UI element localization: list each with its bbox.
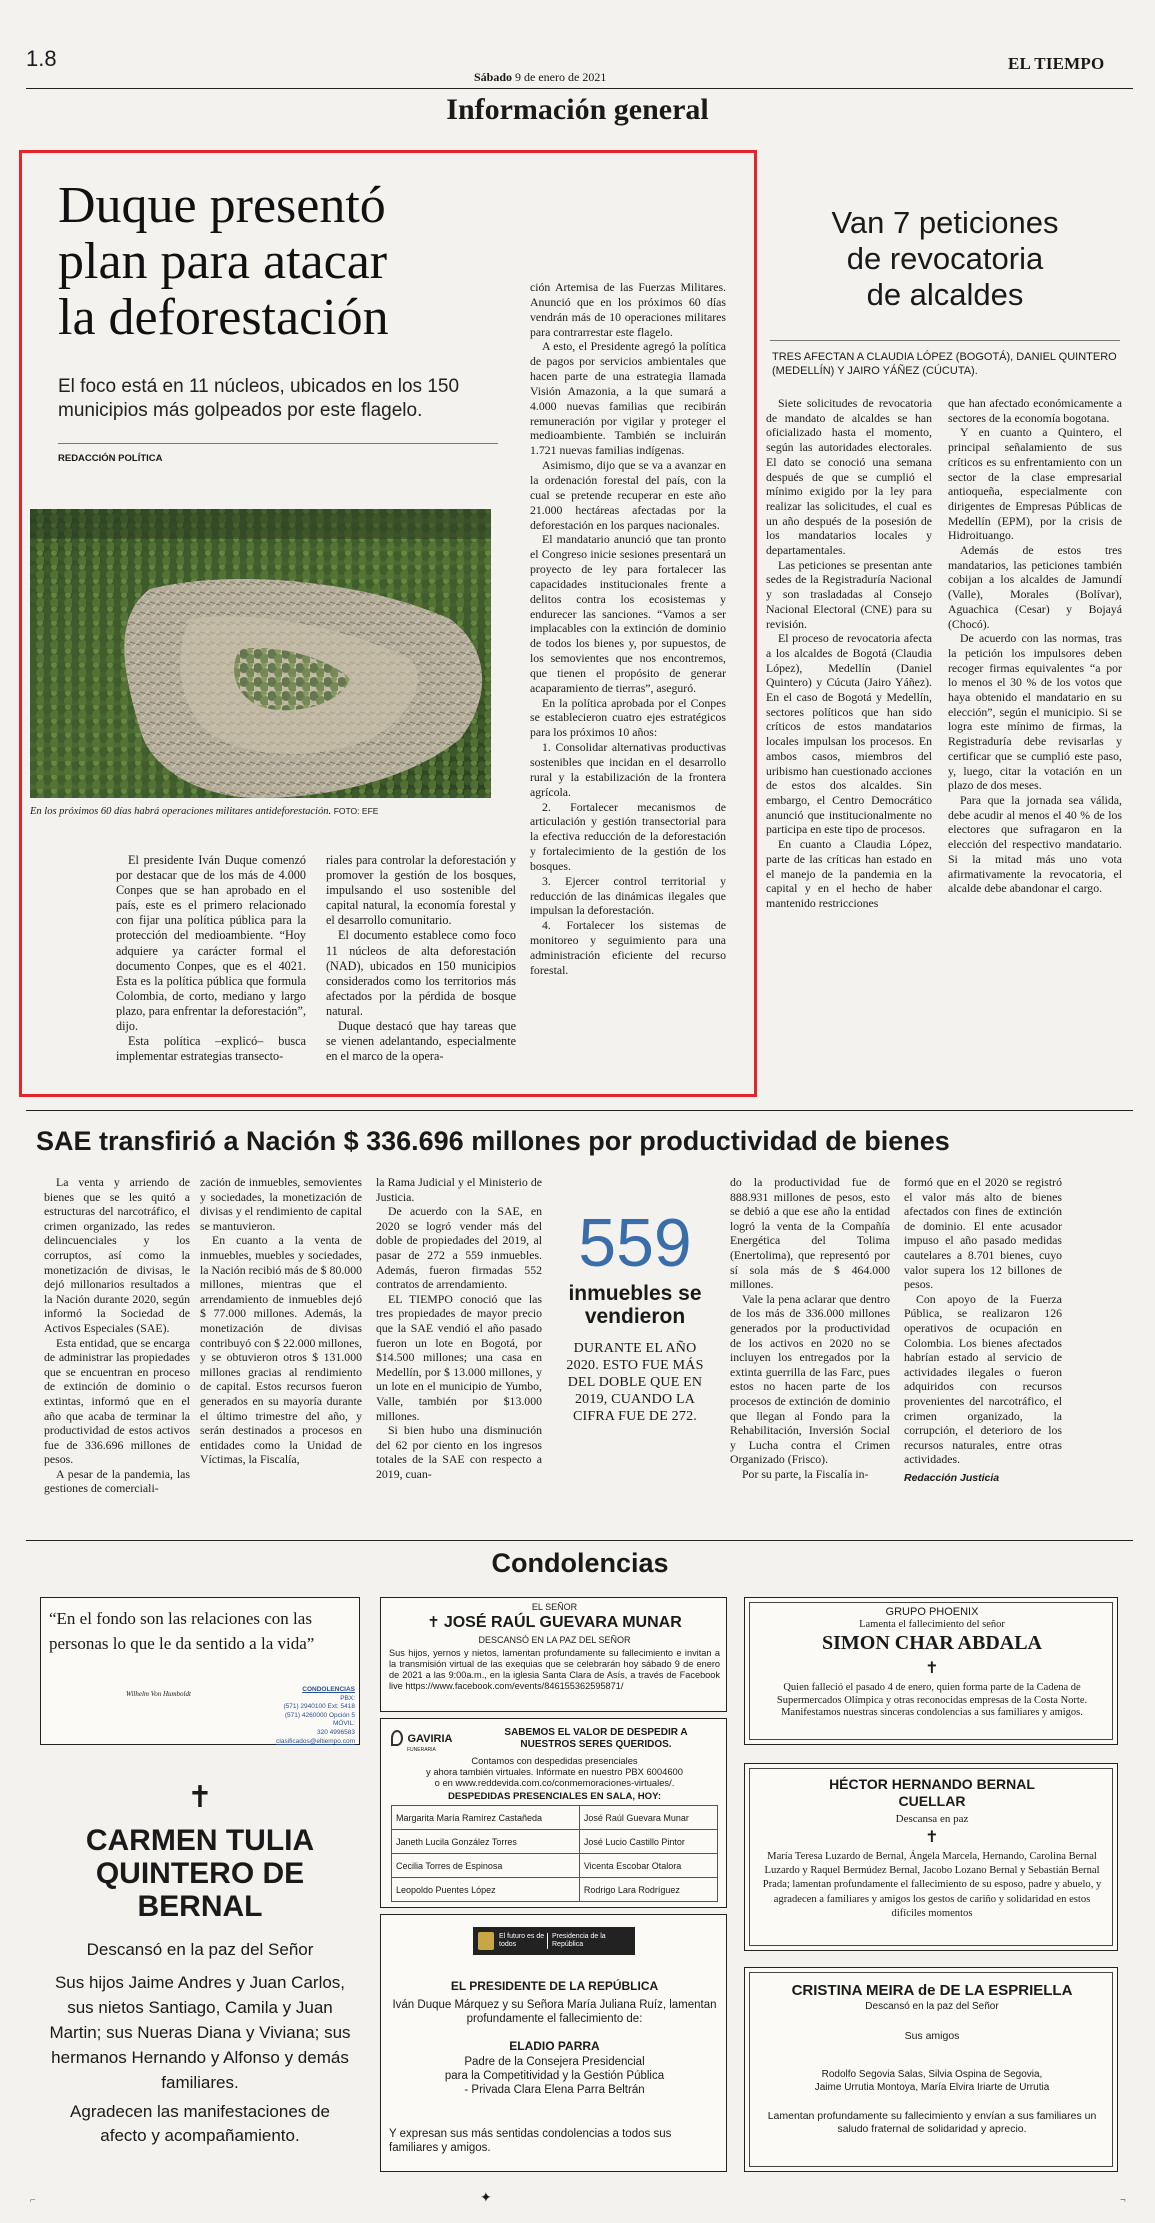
sae-col-2 [200,1175,362,1467]
hector-name [745,1776,1119,1810]
paragraph: 4. Fortalecer los sistemas de monitoreo y seguimiento para una administración eficiente del recurso forestal. [530,918,726,977]
table-cell: Cecilia Torres de Espinosa [392,1854,580,1878]
contact-line: (571) 4260000 Opción 5 [284,1711,355,1719]
side-col-2 [948,396,1122,896]
sae-col-4 [730,1175,890,1481]
registration-mark-icon: ¬ [1120,2195,1126,2206]
cristina-name: CRISTINA MEIRA de DE LA ESPRIELLA [791,1982,1073,1999]
paragraph: Y en cuanto a Quintero, el principal señalamiento de sus críticos es su enfrentamiento con un sector de la clase empresarial antioqueña, especialmente con dirigentes de Empresas Públicas de Medellín (EPM), por la crisis de Hidroituango. [948,425,1122,543]
side-headline-line: de alcaldes [866,277,1024,312]
brand-logo: EL TIEMPO [1008,54,1105,73]
presidencia-logo [473,1927,635,1955]
paragraph: ción Artemisa de las Fuerzas Militares. Anunció que en los próximos 60 días vendrán más de 10 operaciones militares para contrarrestar este flagelo. [530,280,726,339]
ad-carmen-tulia [40,1760,360,2172]
phoenix-lament: Lamenta el fallecimiento del señor [859,1619,1005,1630]
paragraph: De acuerdo con la SAE, en 2020 se logró vender más del doble de propiedades del 2019, al pasar de 272 a 559 inmuebles. Además, fueron firmadas 552 contratos de arrendamiento. [376,1204,542,1292]
paragraph: Para que la jornada sea válida, debe acudir al menos el 40 % de los electores que sufragaron en la elección del respectivo mandatario. Si la mitad más uno vota afirmativamente la revocatoria, el alcalde debe abandonar el cargo. [948,792,1122,896]
gaviria-names-table [391,1805,718,1902]
sae-col-1 [44,1175,190,1496]
paragraph: El presidente Iván Duque comenzó por destacar que de los más de 4.000 Conpes que se han aprobado en el país, este es el primero relacionado con fijar una política pública para la protección del medioambiente. “Hoy adquiere ya carácter formal el documento Conpes, que es el 4021. Esta es la política pública que formula Colombia, de corto, mediano y largo plazo, para enfrentar la deforestación”, dijo. [116,853,306,1034]
contact-line: MÓVIL: [332,1720,355,1728]
paragraph: 3. Ejercer control territorial y reducción de las dinámicas ilegales que impulsan la deforestación. [530,873,726,918]
paragraph: Por su parte, la Fiscalía in- [742,1466,869,1481]
table-row [392,1806,718,1830]
ad-cristina [744,1967,1118,2172]
ad-gaviria [380,1718,727,1908]
paragraph: En cuanto a Claudia López, parte de las críticas han estado en el manejo de la pandemia en la capital y en el hecho de haber mantenido restricciones [766,837,932,910]
name-line: QUINTERO DE [95,1857,305,1890]
paragraph: En cuanto a la venta de inmuebles, muebles y sociedades, la Nación recibió más de $ 80.000 millones, mientras que el arrendamiento de inmuebles dejó $ 77.000 millones. Además, la monetización de divisas contribuyó con $ 22.000 millones, y se obtuvieron otros $ 131.000 millones gracias al rendimiento de capital. Estos recursos fueron generados en su mayoría durante el último trimestre del año, y serán destinados a procesos en entidades como la Unidad de Víctimas, la Fiscalía, [200,1233,362,1467]
paragraph: A esto, el Presidente agregó la política de pagos por servicios ambientales que hacen parte de una estrategia llamada Visión Amazonia, a la que sumará a 4.000 nuevas familias que recibirán remuneración por vigilar y proteger el medioambiente. También se incluirán 1.721 nuevas familias indígenas. [530,339,726,458]
header-rule [26,88,1133,89]
ad-quote-author: Wilhelm Von Humboldt [126,1690,191,1698]
side-subhead: TRES AFECTAN A CLAUDIA LÓPEZ (BOGOTÁ), DANIEL QUINTERO (MEDELLÍN) Y JAIRO YÁÑEZ (CÚCUTA). [772,351,1117,377]
presidente-desc [381,2055,728,2097]
presidente-closing: Y expresan sus más sentidas condolencias a todos sus familiares y amigos. [389,2128,672,2154]
photo-credit: FOTO: EFE [333,806,379,816]
paragraph: En la política aprobada por el Conpes se establecieron cuatro ejes estratégicos para los próximos 10 años: [530,695,726,740]
logo-right-text: Presidencia de la República [547,1933,617,1949]
section-title: Información general [446,93,709,126]
sae-callout [560,1205,710,1425]
cristina-rest: Descansó en la paz del Señor [865,2001,999,2012]
table-cell: Vicenta Escobar Otalora [579,1854,717,1878]
sae-headline: SAE transfirió a Nación $ 336.696 millones por productividad de bienes [36,1126,950,1156]
paragraph: riales para controlar la deforestación y promover la gestión de los bosques, impulsando el uso sostenible del capital natural, la economía forestal y el desarrollo comunitario. [326,853,516,928]
gaviria-logo [391,1729,452,1753]
table-cell: Janeth Lucila González Torres [392,1830,580,1854]
presidente-text: Iván Duque Márquez y su Señora María Juliana Ruíz, lamentan profundamente el fallecimiento de: [392,1999,717,2025]
ad-presidente [380,1914,727,2172]
main-col-3 [530,280,726,978]
desc-line: Padre de la Consejera Presidencial [464,2056,645,2068]
table-row [392,1830,718,1854]
registration-mark-icon: ✦ [480,2191,492,2206]
table-cell: José Raúl Guevara Munar [579,1806,717,1830]
table-cell: Margarita María Ramírez Castañeda [392,1806,580,1830]
paragraph: De acuerdo con las normas, tras la petición los impulsores deben recoger firmas equivalentes “a por lo menos el 30 % de los votos que haya obtenido el mandatario en su elección”, según el municipio. Si se logra este mínimo de firmas, la Registraduría debe revisarlas y certificar que se cumplió este paso, y, luego, citar la votación en un plazo de dos meses. [948,631,1122,793]
paragraph: la Rama Judicial y el Ministerio de Justicia. [376,1175,542,1204]
cross-icon: ✝ [187,1780,213,1815]
ad-carmen-rest: Descansó en la paz del Señor [86,1940,314,1959]
name-line: CARMEN TULIA [85,1824,315,1857]
photo-caption [30,806,500,817]
main-col-2 [326,853,516,1064]
paragraph: formó que en el 2020 se registró el valor más alto de bienes afectados con fines de extinción de dominio. El ente acusador impuso el año pasado medidas cautelares a 8.701 bienes, cuyo valor supera los 12 billones de pesos. [904,1175,1062,1292]
name-line: CUELLAR [898,1793,966,1809]
side-headline-line: de revocatoria [846,241,1044,276]
sae-byline: Redacción Justicia [904,1471,1000,1484]
paragraph: Asimismo, dijo que se va a avanzar en la ordenación forestal del país, con la cual se pretende recuperar en este año 21.000 hectáreas afectadas por la deforestación en los parques nacionales. [530,458,726,532]
table-row [392,1878,718,1902]
paragraph: Las peticiones se presentan ante sedes de la Registraduría Nacional y son trasladadas al Consejo Nacional Electoral (CNE) para su revisión. [766,557,932,631]
photo-caption-text: En los próximos 60 días habrá operaciones militares antideforestación. [30,806,332,817]
ad-jose-top: EL SEÑOR [531,1602,578,1612]
names-line: Rodolfo Segovia Salas, Silvia Ospina de Segovia, [821,2069,1043,2080]
ad-quote [40,1597,360,1745]
table-cell: José Lucio Castillo Pintor [579,1830,717,1854]
cristina-names [745,2068,1119,2094]
condolencias-rule [26,1540,1133,1541]
callout-text: DURANTE EL AÑO 2020. ESTO FUE MÁS DEL DOBLE QUE EN 2019, CUANDO LA CIFRA FUE DE 272. [566,1341,704,1424]
side-col-1 [766,396,932,911]
ad-jose-name-row [381,1613,728,1632]
ad-carmen-name [40,1824,360,1923]
sae-col-5 [904,1175,1062,1485]
table-cell: Rodrigo Lara Rodríguez [579,1878,717,1902]
paragraph: El mandatario anunció que tan pronto el Congreso inicie sesiones presentará un proyecto de ley para fortalecer las capacidades institucionales frente a delitos contra los ecosistemas y endurecer las sanciones. “Vamos a ser implacables con la extinción de dominio de todos los bienes y, por supuestos, de los semovientes que nos encontremos, que tienen el propósito de generar acaparamiento de tierras”, aseguró. [530,532,726,695]
main-headline-line: Duque presentó [58,177,386,234]
condolencias-title: Condolencias [491,1548,669,1578]
paragraph: Con apoyo de la Fuerza Pública, se realizaron 126 operativos de ocupación en Colombia. Los bienes afectados habrían estado al servicio de actividades ilegales o fueron adquiridos con recursos provenientes del narcotráfico, el crimen organizado, la corrupción, el deterioro de los recursos naturales, entre otras actividades. [904,1291,1062,1467]
paragraph: 1. Consolidar alternativas productivas sostenibles que incidan en el desarrollo rural y la estabilización de la frontera agrícola. [530,740,726,799]
main-col-1 [116,853,306,1064]
page-date-day: Sábado [474,70,513,84]
desc-line: para la Competitividad y la Gestión Pública [444,2070,665,2082]
presidente-name: ELADIO PARRA [509,2039,600,2053]
phoenix-group: GRUPO PHOENIX [885,1606,979,1618]
hector-text: María Teresa Luzardo de Bernal, Ángela Marcela, Hernando, Carolina Bernal Luzardo y Raquel Bermúdez Bernal, Jacobo Lozano Bernal y Sebastián Bernal Prada; lamentan profundamente el fallecimiento de su esposo, padre y abuelo, y agradecen a familiares y amigos los gestos de cariño y solidaridad en estos difíciles momentos [762,1851,1102,1919]
hector-rest: Descansa en paz [895,1813,969,1825]
paragraph: Si bien hubo una disminución del 62 por ciento en los ingresos totales de la SAE con respecto a 2019, cuan- [376,1423,542,1481]
ad-phoenix [744,1597,1118,1745]
gaviria-slogan: SABEMOS EL VALOR DE DESPEDIR A NUESTROS SERES QUERIDOS. [504,1727,688,1750]
page-date-rest: 9 de enero de 2021 [515,70,607,84]
gaviria-line: y ahora también virtuales. Infórmate en nuestro PBX 6004600 [426,1766,683,1777]
gaviria-line: Contamos con despedidas presenciales [471,1755,638,1766]
table-cell: Leopoldo Puentes López [392,1878,580,1902]
gaviria-line: o en www.reddevida.com.co/conmemoraciones-virtuales/. [434,1777,675,1788]
callout-label: inmuebles se vendieron [568,1282,702,1328]
main-headline-line: la deforestación [58,289,389,346]
main-subhead-rule [58,443,498,444]
gaviria-logo-mark [391,1730,403,1746]
ad-hector [744,1763,1118,1951]
gaviria-table-title: DESPEDIDAS PRESENCIALES EN SALA, HOY: [447,1791,662,1802]
gaviria-brand: GAVIRIA [407,1733,453,1745]
main-byline: REDACCIÓN POLÍTICA [58,453,163,464]
paragraph: 2. Fortalecer mecanismos de articulación y gestión transectorial para la efectiva reducción de la deforestación y fortalecimiento de la gestión de los bosques. [530,799,726,873]
cristina-friends: Sus amigos [904,2030,960,2042]
table-row [392,1854,718,1878]
main-photo [30,509,491,798]
registration-mark-icon: ⌐ [30,2195,36,2206]
paragraph: El proceso de revocatoria afecta a los alcaldes de Bogotá (Claudia López), Medellín (Daniel Quintero) y Cúcuta (Jairo Yáñez). En el caso de Bogotá y Medellín, sectores políticos que han sido críticos de estos mandatarios locales impulsan los procesos. En ambos casos, miembros del uribismo han cuestionado acciones de estos dos alcaldes. Sin embargo, el Centro Democrático anunció que institucionalmente no participa en este tipo de procesos. [766,631,932,837]
logo-left-text: El futuro es de todos [499,1933,545,1948]
paragraph: Esta entidad, que se encarga de administrar las propiedades que se encuentran en proceso de extinción de dominio o extintas, informó que en el año que acaba de terminar la productividad de estos activos fue de 336.696 millones de pesos. [44,1335,190,1467]
paragraph: EL TIEMPO conoció que las tres propiedades de mayor precio que la SAE vendió el año pasado fueron un lote en Bogotá, por $14.500 millones; una casa en Medellín, por $ 13.000 millones, y un lote en el municipio de Yumbo, Valle, también por $13.000 millones. [376,1291,542,1423]
paragraph: zación de inmuebles, semovientes y sociedades, la monetización de divisas y el rendimiento de capital se mantuvieron. [200,1175,362,1233]
gaviria-info [381,1755,728,1788]
contact-line: (571) 2940100 Ext: 5418 [283,1703,355,1711]
paragraph: Vale la pena aclarar que dentro de los más de 336.000 millones generados por la productividad de los activos en 2020 no se incluyen los entregados por la extinta guerrilla de las Farc, pues estos no hacen parte de los procesos de extinción de dominio que llegan al Fondo para la Rehabilitación, Inversión Social y Lucha contra el Crimen Organizado (Frisco). [730,1291,890,1467]
contact-line: clasificados@eltiempo.com [276,1737,355,1745]
cross-icon: ✝ [427,1613,440,1631]
contact-line: 320 4996583 [317,1728,355,1736]
cross-icon: ✝ [925,1827,939,1846]
phoenix-text: Quien falleció el pasado 4 de enero, quien forma parte de la Cadena de Supermercados Olímpica y otras reconocidas empresas de la Costa Norte. Manifestamos nuestras sinceras condolencias a sus familiares y amigos. [776,1682,1088,1718]
side-headline-line: Van 7 peticiones [831,205,1059,240]
presidente-title: EL PRESIDENTE DE LA REPÚBLICA [450,1979,659,1993]
paragraph: Esta política –explicó– busca implementar estrategias transecto- [116,1034,306,1064]
ad-jose-raul [380,1597,727,1712]
paragraph: Siete solicitudes de revocatoria de mandato de alcaldes se han oficializado hasta el momento, según las autoridades electorales. El dato se conoció una semana después de que se cumplió el mínimo exigido por la ley para realizar las solicitudes, el cual es un año después de la posesión de los mandatarios locales y departamentales. [766,396,932,558]
side-subhead-rule [770,340,1120,341]
main-headline [58,178,528,346]
paragraph: El documento establece como foco 11 núcleos de alta deforestación (NAD), ubicados en 150 municipios considerados como los territorios más afectados por la pérdida de bosque natural. [326,928,516,1018]
main-headline-line: plan para atacar [58,233,388,290]
coat-of-arms-icon [478,1932,494,1950]
desc-line: - Privada Clara Elena Parra Beltrán [464,2084,645,2096]
ad-quote-contact [261,1686,355,1746]
page-number: 1.8 [26,46,57,71]
gaviria-brand-sub: FUNERARIA [407,1747,436,1753]
name-line: HÉCTOR HERNANDO BERNAL [829,1776,1035,1792]
side-headline [770,205,1120,313]
cristina-closing: Lamentan profundamente su fallecimiento y envían a sus familiares un saludo fraternal de solidaridad y aprecio. [767,2110,1097,2135]
ad-jose-rest: DESCANSÓ EN LA PAZ DEL SEÑOR [478,1635,631,1645]
paragraph: do la productividad fue de 888.931 millones de pesos, esto se debió a que ese año la entidad logró la venta de la Compañía Energética del Tolima (Enertolima), que representó por sí sola más de $ 464.000 millones. [730,1175,890,1292]
ad-jose-name: JOSÉ RAÚL GUEVARA MUNAR [443,1614,682,1631]
ad-carmen-thanks: Agradecen las manifestaciones de afecto y acompañamiento. [70,2102,330,2145]
sae-col-3 [376,1175,542,1481]
callout-number: 559 [578,1205,692,1281]
cross-icon: ✝ [925,1658,939,1677]
phoenix-name: SIMON CHAR ABDALA [821,1632,1043,1654]
ad-jose-text: Sus hijos, yernos y nietos, lamentan profundamente su fallecimiento e invitan a la transmisión virtual de las exequias que se celebrarán hoy sábado 9 de enero de 2021 a las 9:00a.m., en la iglesia Santa Clara de Asís, a través de Facebook live https://www.facebook.com/events/846155362595871/ [389,1648,720,1691]
paragraph: Además de estos tres mandatarios, las peticiones también cobijan a los alcaldes de Jamundí (Valle), Morales (Bolívar), Aguachica (Cesar) y Bojayá (Chocó). [948,543,1122,631]
paragraph: que han afectado económicamente a sectores de la economía bogotana. [948,396,1122,425]
contact-line: PBX: [340,1694,355,1702]
ad-quote-contact-title: CONDOLENCIAS [302,1686,355,1693]
names-line: Jaime Urrutia Montoya, María Elvira Iriarte de Urrutia [814,2082,1050,2093]
page-date [474,70,606,85]
name-line: BERNAL [137,1890,263,1923]
paragraph: Duque destacó que hay tareas que se vienen adelantando, especialmente en el marco de la opera- [326,1019,516,1064]
main-subhead: El foco está en 11 núcleos, ubicados en los 150 municipios más golpeados por este flagelo. [58,376,460,421]
ad-carmen-family: Sus hijos Jaime Andres y Juan Carlos, sus nietos Santiago, Camila y Juan Martin; sus Nueras Diana y Viviana; sus hermanos Hernando y Alfonso y demás familiares. [49,1973,351,2092]
ad-quote-text: “En el fondo son las relaciones con las personas lo que le da sentido a la vida” [49,1609,315,1653]
section-rule [26,1110,1133,1111]
paragraph: A pesar de la pandemia, las gestiones de comerciali- [44,1466,190,1496]
paragraph: La venta y arriendo de bienes que se les quitó a estructuras del narcotráfico, el crimen organizado, las redes delincuenciales y los corruptos, así como la monetización de divisas, le dejó millonarios resultados a la Nación durante 2020, según informó la Sociedad de Activos Especiales (SAE). [44,1175,190,1335]
deforestation-aerial-photo [30,509,491,798]
